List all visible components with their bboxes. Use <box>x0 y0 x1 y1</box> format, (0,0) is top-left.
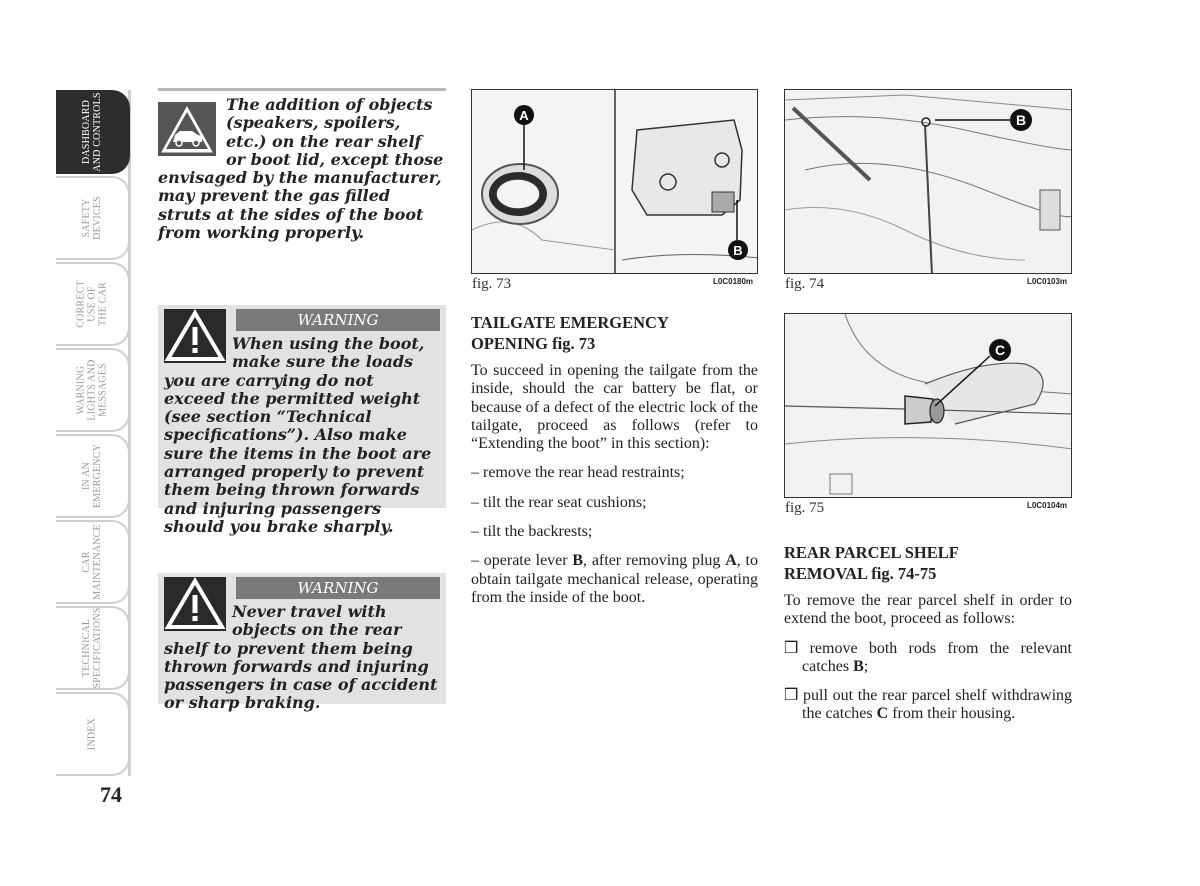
tab-dashboard-and-controls[interactable]: DASHBOARD AND CONTROLS <box>56 90 130 174</box>
section-body: To remove the rear parcel shelf in order to extend the boot, proceed as follows: ❒ remove both rods from the relevant catches B; ❒ pull out the rear parcel shelf withdrawing the catches C from their housing. <box>784 592 1073 723</box>
section-heading: REAR PARCEL SHELF REMOVAL fig. 74-75 <box>784 543 959 583</box>
tab-index[interactable]: INDEX <box>56 692 130 776</box>
tab-in-an-emergency[interactable]: IN AN EMERGENCY <box>56 434 130 518</box>
section-parcel-shelf-removal <box>784 542 1072 735</box>
divider <box>158 88 446 91</box>
section-tailgate-emergency <box>471 312 758 618</box>
svg-text:B: B <box>733 243 743 258</box>
warning-title: WARNING <box>236 577 440 599</box>
warning-triangle-icon <box>164 577 226 631</box>
warning-text: When using the boot, make sure the loads you are carrying do not exceed the permitted weight (see section “Technical specifications”). Also make sure the items in the boot are arranged properly to prevent them being thrown forwards and injuring passengers should you brake sharply. <box>164 334 432 536</box>
list-item: ❒ remove both rods from the relevant catches B; <box>784 639 1072 675</box>
tab-technical-specifications[interactable]: TECHNICAL SPECIFICATIONS <box>56 606 130 690</box>
warning-triangle-icon <box>164 309 226 363</box>
figure-75-code: L0C0104m <box>1027 501 1068 510</box>
figure-74-caption: fig. 74 <box>785 276 825 292</box>
figure-73-caption: fig. 73 <box>472 276 512 292</box>
page-number: 74 <box>100 782 122 807</box>
section-body: To succeed in opening the tailgate from the inside, should the car battery be flat, or because of a defect of the electric lock of the tailgate, proceed as follows (refer to “Extending the boot” in this section): – remove the rear head restraints; – tilt the rear seat cushions; – tilt the backrests; – operate lever B, after removing plug A, to obtain tailgate mechanical release, operating from the inside of the boot. <box>471 362 758 606</box>
tab-safety-devices[interactable]: SAFETY DEVICES <box>56 176 130 260</box>
list-item: ❒ pull out the rear parcel shelf withdrawing the catches C from their housing. <box>784 687 1073 723</box>
note-block: The addition of objects (speakers, spoilers, etc.) on the rear shelf or boot lid, except those envisaged by the manufacturer, may prevent the gas filled struts at the sides of the boot from working properly. <box>158 95 444 243</box>
svg-text:C: C <box>994 342 1006 358</box>
figure-73-code: L0C0180m <box>713 277 754 286</box>
figure-73 <box>471 89 758 274</box>
figure-74 <box>784 89 1072 274</box>
figure-74-code: L0C0103m <box>1027 277 1068 286</box>
svg-text:B: B <box>1015 112 1027 128</box>
tab-warning-lights[interactable]: WARNING LIGHTS AND MESSAGES <box>56 348 130 432</box>
section-tabs <box>56 90 132 776</box>
car-load-icon <box>158 102 216 156</box>
warning-box-2 <box>158 573 446 713</box>
warning-box-1 <box>158 305 446 536</box>
figure-75-caption: fig. 75 <box>785 500 825 516</box>
svg-text:A: A <box>519 108 529 123</box>
tab-correct-use[interactable]: CORRECT USE OF THE CAR <box>56 262 130 346</box>
warning-title: WARNING <box>236 309 440 331</box>
warning-text: Never travel with objects on the rear shelf to prevent them being thrown forwards and injuring passengers in case of accident or sharp braking. <box>164 602 438 713</box>
figure-75 <box>784 313 1072 498</box>
section-heading: TAILGATE EMERGENCY OPENING fig. 73 <box>471 313 669 353</box>
tab-car-maintenance[interactable]: CAR MAINTENANCE <box>56 520 130 604</box>
